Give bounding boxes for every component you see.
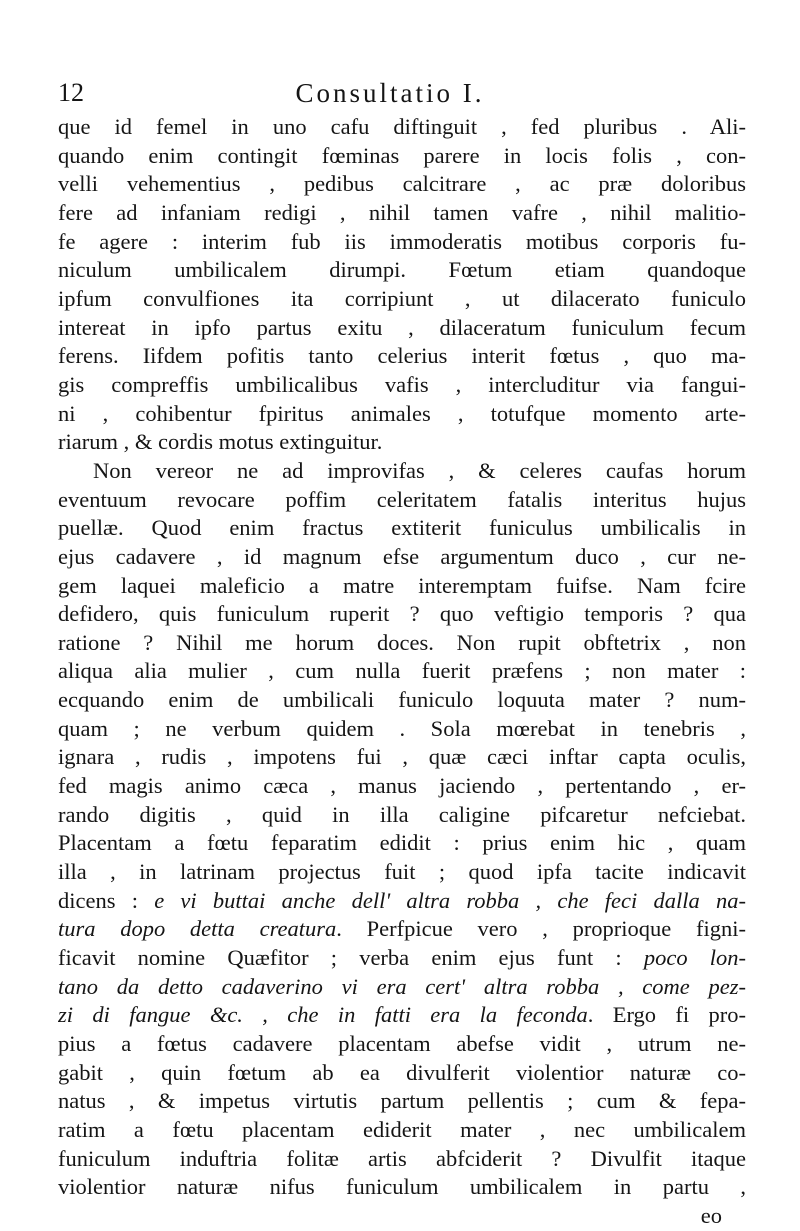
text-line: tura dopo detta creatura. Perfpicue vero , proprioque figni- [58, 916, 746, 942]
text-line: violentior naturæ nifus funiculum umbilicalem in partu , [58, 1174, 746, 1200]
text-line: riarum , & cordis motus extinguitur. [58, 429, 383, 455]
text-line: intereat in ipfo partus exitu , dilaceratum funiculum fecum [58, 314, 746, 340]
text-line: eventuum revocare poffim celeritatem fatalis interitus hujus [58, 486, 746, 512]
text-line: gis compreffis umbilicalibus vafis , intercluditur via fangui- [58, 371, 746, 397]
text-line: ferens. Iifdem pofitis tanto celerius interit fœtus , quo ma- [58, 343, 746, 369]
italic-quote: tura dopo detta creatura [58, 916, 337, 942]
text-line: ratim a fœtu placentam ediderit mater , nec umbilicalem [58, 1116, 746, 1142]
text-line: Placentam a fœtu feparatim edidit : prius enim hic , quam [58, 830, 746, 856]
text-line: natus , & impetus virtutis partum pellentis ; cum & fepa- [58, 1088, 746, 1114]
text-line: aliqua alia mulier , cum nulla fuerit præfens ; non mater : [58, 658, 746, 684]
page-header [58, 78, 722, 110]
text-line: que id femel in uno cafu diftinguit , fed pluribus . Ali- [58, 114, 746, 139]
page-number: 12 [58, 78, 84, 107]
catchword: eo [700, 1202, 722, 1228]
text-line: ratione ? Nihil me horum doces. Non rupit obftetrix , non [58, 629, 746, 655]
running-title: Consultatio I. [295, 78, 485, 108]
text-line: quando enim contingit fœminas parere in locis folis , con- [58, 142, 746, 168]
text-line: defidero, quis funiculum ruperit ? quo veftigio temporis ? qua [58, 601, 746, 627]
text-line: fere ad infaniam redigi , nihil tamen vafre , nihil malitio- [58, 199, 746, 225]
text-line: zi di fangue &c. , che in fatti era la feconda. Ergo fi pro- [58, 1002, 746, 1028]
text-line: gem laquei maleficio a matre interemptam fuifse. Nam fcire [58, 572, 746, 598]
text-line: illa , in latrinam projectus fuit ; quod ipfa tacite indicavit [58, 859, 746, 885]
text-line: ejus cadavere , id magnum efse argumentum duco , cur ne- [58, 543, 746, 569]
text-line: rando digitis , quid in illa caligine pifcaretur nefciebat. [58, 801, 746, 827]
text-line: ni , cohibentur fpiritus animales , totufque momento arte- [58, 400, 746, 426]
text-line: ficavit nomine Quæfitor ; verba enim ejus funt : poco lon- [58, 945, 746, 971]
text-line: ipfum convulfiones ita corripiunt , ut dilacerato funiculo [58, 285, 746, 311]
text-line: niculum umbilicalem dirumpi. Fœtum etiam quandoque [58, 257, 746, 283]
text-line: fe agere : interim fub iis immoderatis motibus corporis fu- [58, 228, 746, 254]
italic-quote: poco lon- [643, 945, 746, 971]
text-line: gabit , quin fœtum ab ea divulferit violentior naturæ co- [58, 1059, 746, 1085]
italic-quote: e vi buttai anche dell' altra robba , che feci dalla na- [154, 887, 746, 913]
text-line: ecquando enim de umbilicali funiculo loquuta mater ? num- [58, 687, 746, 713]
text-line: velli vehementius , pedibus calcitrare , ac præ doloribus [58, 171, 746, 197]
text-line: fed magis animo cæca , manus jaciendo , pertentando , er- [58, 773, 746, 799]
text-line: Non vereor ne ad improvifas , & celeres caufas horum [93, 457, 746, 483]
body-text [58, 113, 746, 1231]
text-line: pius a fœtus cadavere placentam abefse vidit , utrum ne- [58, 1031, 746, 1056]
text-line: ignara , rudis , impotens fui , quæ cæci inftar capta oculis, [58, 744, 746, 770]
text-line: funiculum induftria folitæ artis abfciderit ? Divulfit itaque [58, 1145, 746, 1171]
text-line: quam ; ne verbum quidem . Sola mœrebat in tenebris , [58, 715, 746, 741]
text-line: dicens : e vi buttai anche dell' altra robba , che feci dalla na- [58, 887, 746, 913]
text-line: puellæ. Quod enim fractus extiterit funiculus umbilicalis in [58, 515, 746, 541]
text-line: tano da detto cadaverino vi era cert' altra robba , come pez- [58, 973, 746, 999]
italic-quote: zi di fangue &c. , che in fatti era la feconda [58, 1002, 588, 1028]
